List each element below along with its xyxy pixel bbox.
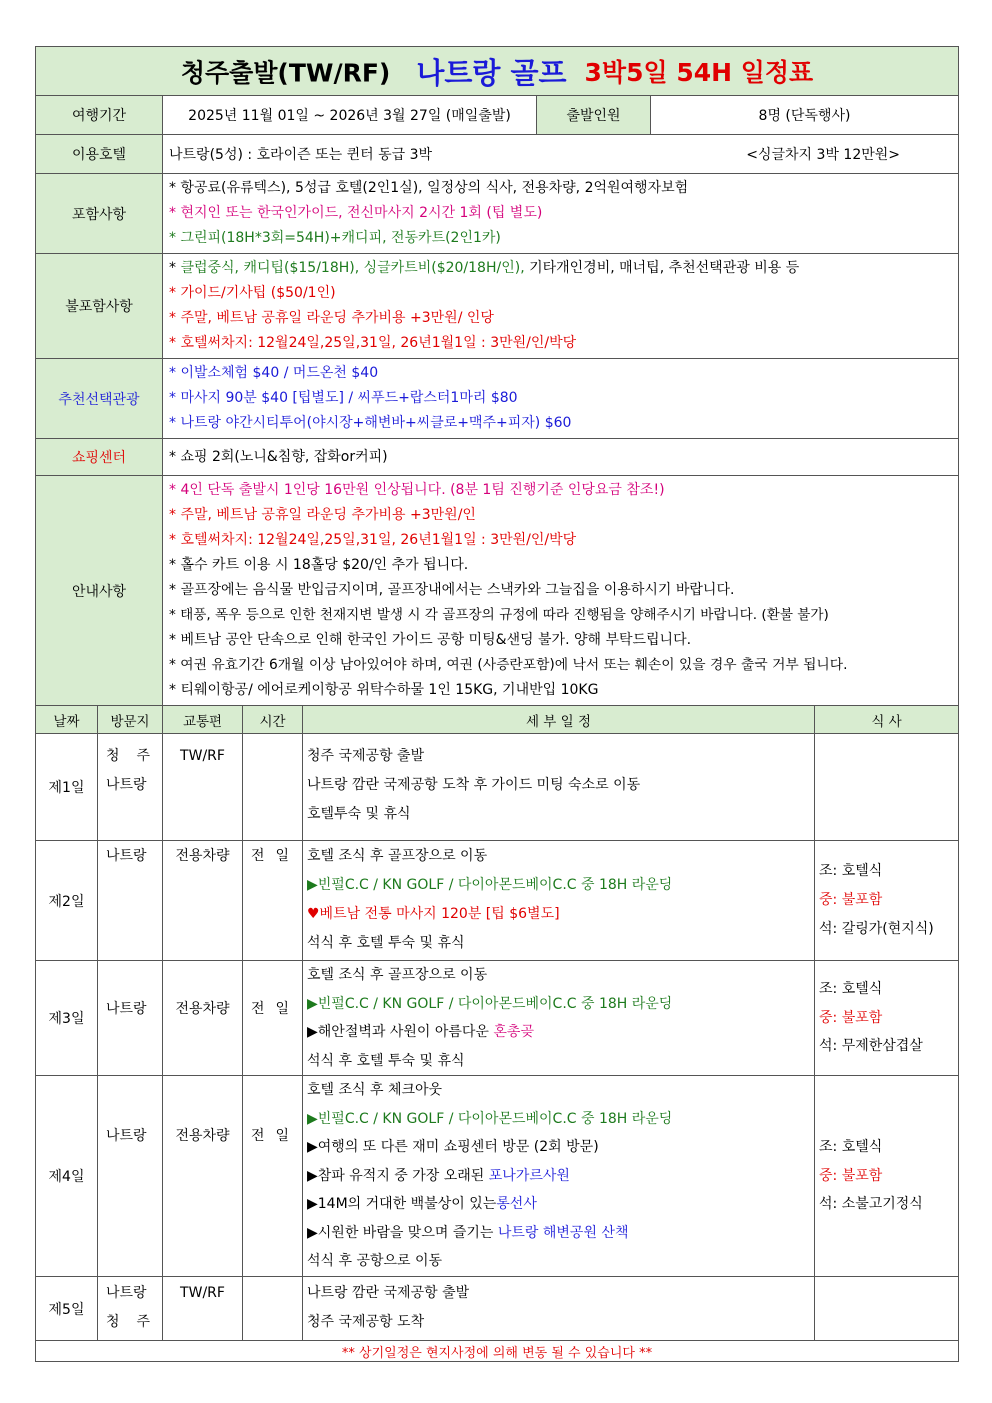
tour-text: ▶해안절벽과 사원이 아름다운 bbox=[307, 1024, 494, 1040]
schedule-line: 호텔투숙 및 휴식 bbox=[307, 806, 411, 822]
schedule-line: 청주 국제공항 도착 bbox=[307, 1313, 425, 1330]
day-label: 제3일 bbox=[36, 961, 98, 1076]
hotel-single-charge: <싱글차지 3박 12만원> bbox=[746, 147, 901, 163]
transport-text: TW/RF bbox=[180, 748, 225, 764]
tour-highlight: 롱선사 bbox=[496, 1196, 537, 1212]
place-text: 주 bbox=[136, 748, 150, 764]
hotel-row bbox=[163, 135, 959, 174]
period-value: 2025년 11월 01일 ~ 2026년 3월 27일 (매일출발) bbox=[163, 96, 537, 135]
included-item: * 현지인 또는 한국인가이드, 전신마사지 2시간 1회 (팁 별도) bbox=[169, 205, 543, 221]
day-transport bbox=[163, 1076, 243, 1277]
excluded-rest-text: 기타개인경비, 매너팁, 추천선택관광 비용 등 bbox=[524, 260, 800, 276]
transport-text: 전용차량 bbox=[175, 848, 230, 864]
day-transport bbox=[163, 1277, 243, 1341]
day-place bbox=[98, 734, 163, 841]
itinerary-sheet bbox=[35, 46, 958, 1362]
header-transport: 교통편 bbox=[163, 706, 243, 734]
meal-breakfast: 조: 호텔식 bbox=[819, 1139, 883, 1156]
notice-list bbox=[163, 476, 959, 706]
meal-dinner: 석: 소불고기정식 bbox=[819, 1196, 923, 1213]
page-title bbox=[36, 47, 959, 96]
place-text: 나트랑 bbox=[106, 1000, 147, 1017]
tour-highlight: 나트랑 해변공원 산책 bbox=[497, 1224, 629, 1241]
day-meal bbox=[815, 961, 959, 1076]
time-text: 전 bbox=[251, 848, 265, 864]
notice-item: * 베트남 공안 단속으로 인해 한국인 가이드 공항 미팅&샌딩 불가. 양해 부탁드립니다. bbox=[169, 632, 692, 648]
day-schedule bbox=[303, 734, 815, 841]
schedule-tour bbox=[307, 1018, 814, 1047]
day-time bbox=[243, 961, 303, 1076]
time-text: 전 bbox=[251, 1127, 265, 1144]
day-meal bbox=[815, 1277, 959, 1341]
transport-text: TW/RF bbox=[180, 1285, 225, 1301]
notice-label: 안내사항 bbox=[36, 476, 163, 706]
shopping-cell bbox=[163, 439, 959, 476]
schedule-line: 석식 후 호텔 투숙 및 휴식 bbox=[307, 1052, 465, 1069]
day-time bbox=[243, 1277, 303, 1341]
schedule-golf: ▶빈펄C.C / KN GOLF / 다이아몬드베이C.C 중 18H 라운딩 bbox=[307, 995, 673, 1012]
schedule-golf: ▶빈펄C.C / KN GOLF / 다이아몬드베이C.C 중 18H 라운딩 bbox=[307, 1110, 673, 1127]
day-row bbox=[36, 841, 959, 961]
excluded-item: * 주말, 베트남 공휴일 라운딩 추가비용 +3만원/ 인당 bbox=[169, 310, 494, 326]
place-text: 주 bbox=[136, 1313, 150, 1330]
transport-text: 전용차량 bbox=[175, 1000, 230, 1017]
notice-item: * 티웨이항공/ 에어로케이항공 위탁수하물 1인 15KG, 기내반입 10KG bbox=[169, 682, 599, 698]
people-value: 8명 (단독행사) bbox=[651, 96, 959, 135]
footer-note: ** 상기일정은 현지사정에 의해 변동 될 수 있습니다 ** bbox=[36, 1341, 959, 1362]
tour-highlight: 포나가르사원 bbox=[488, 1167, 570, 1184]
itinerary-table bbox=[35, 46, 959, 1362]
day-place bbox=[98, 841, 163, 961]
meal-breakfast: 조: 호텔식 bbox=[819, 981, 883, 998]
schedule-line: 호텔 조식 후 골프장으로 이동 bbox=[307, 967, 488, 983]
optional-item: * 이발소체험 $40 / 머드온천 $40 bbox=[169, 365, 379, 381]
time-text: 일 bbox=[275, 1000, 289, 1017]
place-text: 나트랑 bbox=[106, 1285, 147, 1301]
included-item: * 항공료(유류텍스), 5성급 호텔(2인1실), 일정상의 식사, 전용차량, 2억원여행자보험 bbox=[169, 180, 689, 196]
included-list bbox=[163, 174, 959, 254]
included-item: * 그린피(18H*3회=54H)+캐디피, 전동카트(2인1카) bbox=[169, 230, 501, 246]
schedule-tour bbox=[307, 1219, 814, 1248]
meal-breakfast: 조: 호텔식 bbox=[819, 863, 883, 879]
excluded-item: * 호텔써차지: 12월24일,25일,31일, 26년1월1일 : 3만원/인/박당 bbox=[169, 335, 577, 351]
day-time bbox=[243, 841, 303, 961]
place-text: 나트랑 bbox=[106, 848, 147, 864]
meal-dinner: 석: 갈링가(현지식) bbox=[819, 921, 934, 937]
day-schedule bbox=[303, 1277, 815, 1341]
title-departure: 청주출발(TW/RF) bbox=[180, 58, 391, 87]
schedule-line: ▶여행의 또 다른 재미 쇼핑센터 방문 (2회 방문) bbox=[307, 1139, 599, 1155]
hotel-value: 나트랑(5성) : 호라이즌 또는 퀸터 동급 3박 bbox=[169, 147, 433, 163]
meal-lunch: 중: 불포함 bbox=[819, 892, 883, 908]
day-time bbox=[243, 734, 303, 841]
hotel-label: 이용호텔 bbox=[36, 135, 163, 174]
place-text: 청 bbox=[106, 748, 120, 764]
excluded-list bbox=[163, 254, 959, 359]
schedule-tour bbox=[307, 1162, 814, 1191]
day-transport bbox=[163, 734, 243, 841]
schedule-line: 나트랑 깜란 국제공항 도착 후 가이드 미팅 숙소로 이동 bbox=[307, 777, 641, 793]
schedule-tour bbox=[307, 1190, 814, 1219]
day-place bbox=[98, 961, 163, 1076]
header-schedule: 세 부 일 정 bbox=[303, 706, 815, 734]
title-duration: 3박5일 54H 일정표 bbox=[584, 58, 814, 87]
notice-item: * 주말, 베트남 공휴일 라운딩 추가비용 +3만원/인 bbox=[169, 507, 476, 523]
day-place bbox=[98, 1076, 163, 1277]
time-text: 일 bbox=[275, 1127, 289, 1144]
optional-item: * 나트랑 야간시티투어(야시장+해변바+씨클로+맥주+피자) $60 bbox=[169, 415, 572, 431]
header-time: 시간 bbox=[243, 706, 303, 734]
tour-text: ▶참파 유적지 중 가장 오래된 bbox=[307, 1167, 489, 1184]
day-row bbox=[36, 1277, 959, 1341]
excluded-green-text: 클럽중식, 캐디팁($15/18H), 싱글카트비($20/18H/인), bbox=[180, 260, 525, 276]
excluded-prefix: * bbox=[169, 260, 181, 276]
place-text: 나트랑 bbox=[106, 777, 147, 793]
day-row bbox=[36, 734, 959, 841]
title-destination: 나트랑 골프 bbox=[416, 55, 567, 90]
excluded-item: * 가이드/기사팁 ($50/1인) bbox=[169, 285, 336, 301]
optional-item: * 마사지 90분 $40 [팁별도] / 씨푸드+랍스터1마리 $80 bbox=[169, 390, 518, 406]
notice-item: * 홀수 카트 이용 시 18홀당 $20/인 추가 됩니다. bbox=[169, 557, 469, 573]
schedule-line: 호텔 조식 후 체크아웃 bbox=[307, 1082, 443, 1098]
meal-lunch: 중: 불포함 bbox=[819, 1009, 883, 1026]
schedule-line: 호텔 조식 후 골프장으로 이동 bbox=[307, 848, 488, 864]
tour-text: ▶시원한 바람을 맞으며 즐기는 bbox=[307, 1224, 498, 1241]
tour-text: ▶14M의 거대한 백불상이 있는 bbox=[307, 1196, 497, 1212]
notice-item: * 골프장에는 음식물 반입금지이며, 골프장내에서는 스낵카와 그늘집을 이용하시기 바랍니다. bbox=[169, 582, 735, 598]
excluded-label: 불포함사항 bbox=[36, 254, 163, 359]
shopping-value: * 쇼핑 2회(노니&침향, 잡화or커피) bbox=[169, 448, 388, 465]
meal-lunch: 중: 불포함 bbox=[819, 1167, 883, 1184]
meal-dinner: 석: 무제한삼겹살 bbox=[819, 1038, 923, 1055]
people-label: 출발인원 bbox=[537, 96, 651, 135]
day-label: 제4일 bbox=[36, 1076, 98, 1277]
place-text: 청 bbox=[106, 1313, 120, 1330]
optional-label: 추천선택관광 bbox=[36, 359, 163, 439]
day-schedule bbox=[303, 961, 815, 1076]
time-text: 일 bbox=[275, 848, 289, 864]
header-meal: 식 사 bbox=[815, 706, 959, 734]
day-transport bbox=[163, 961, 243, 1076]
notice-item: * 4인 단독 출발시 1인당 16만원 인상됩니다. (8분 1팀 진행기준 인당요금 참조!) bbox=[169, 482, 665, 498]
shopping-label: 쇼핑센터 bbox=[36, 439, 163, 476]
time-text: 전 bbox=[251, 1000, 265, 1017]
schedule-line: 석식 후 호텔 투숙 및 휴식 bbox=[307, 935, 465, 951]
schedule-massage: ♥베트남 전통 마사지 120분 [팁 $6별도] bbox=[307, 906, 560, 922]
day-transport bbox=[163, 841, 243, 961]
day-meal bbox=[815, 1076, 959, 1277]
transport-text: 전용차량 bbox=[175, 1127, 230, 1144]
day-meal bbox=[815, 841, 959, 961]
schedule-golf: ▶빈펄C.C / KN GOLF / 다이아몬드베이C.C 중 18H 라운딩 bbox=[307, 877, 673, 893]
tour-highlight: 혼총곶 bbox=[493, 1024, 534, 1040]
header-date: 날짜 bbox=[36, 706, 98, 734]
notice-item: * 태풍, 폭우 등으로 인한 천재지변 발생 시 각 골프장의 규정에 따라 진행됨을 양해주시기 바랍니다. (환불 불가) bbox=[169, 607, 829, 623]
excluded-item bbox=[163, 256, 958, 281]
day-time bbox=[243, 1076, 303, 1277]
notice-item: * 호텔써차지: 12월24일,25일,31일, 26년1월1일 : 3만원/인/박당 bbox=[169, 532, 577, 548]
day-place bbox=[98, 1277, 163, 1341]
included-label: 포함사항 bbox=[36, 174, 163, 254]
day-row bbox=[36, 1076, 959, 1277]
day-schedule bbox=[303, 841, 815, 961]
day-label: 제1일 bbox=[36, 734, 98, 841]
schedule-line: 청주 국제공항 출발 bbox=[307, 748, 425, 764]
day-label: 제2일 bbox=[36, 841, 98, 961]
day-label: 제5일 bbox=[36, 1277, 98, 1341]
period-label: 여행기간 bbox=[36, 96, 163, 135]
schedule-line: 석식 후 공항으로 이동 bbox=[307, 1253, 443, 1269]
schedule-line: 나트랑 깜란 국제공항 출발 bbox=[307, 1285, 470, 1301]
day-schedule bbox=[303, 1076, 815, 1277]
place-text: 나트랑 bbox=[106, 1127, 147, 1144]
header-place: 방문지 bbox=[98, 706, 163, 734]
day-row bbox=[36, 961, 959, 1076]
optional-list bbox=[163, 359, 959, 439]
day-meal bbox=[815, 734, 959, 841]
notice-item: * 여권 유효기간 6개월 이상 남아있어야 하며, 여권 (사증란포함)에 낙서 또는 훼손이 있을 경우 출국 거부 됩니다. bbox=[169, 657, 848, 673]
